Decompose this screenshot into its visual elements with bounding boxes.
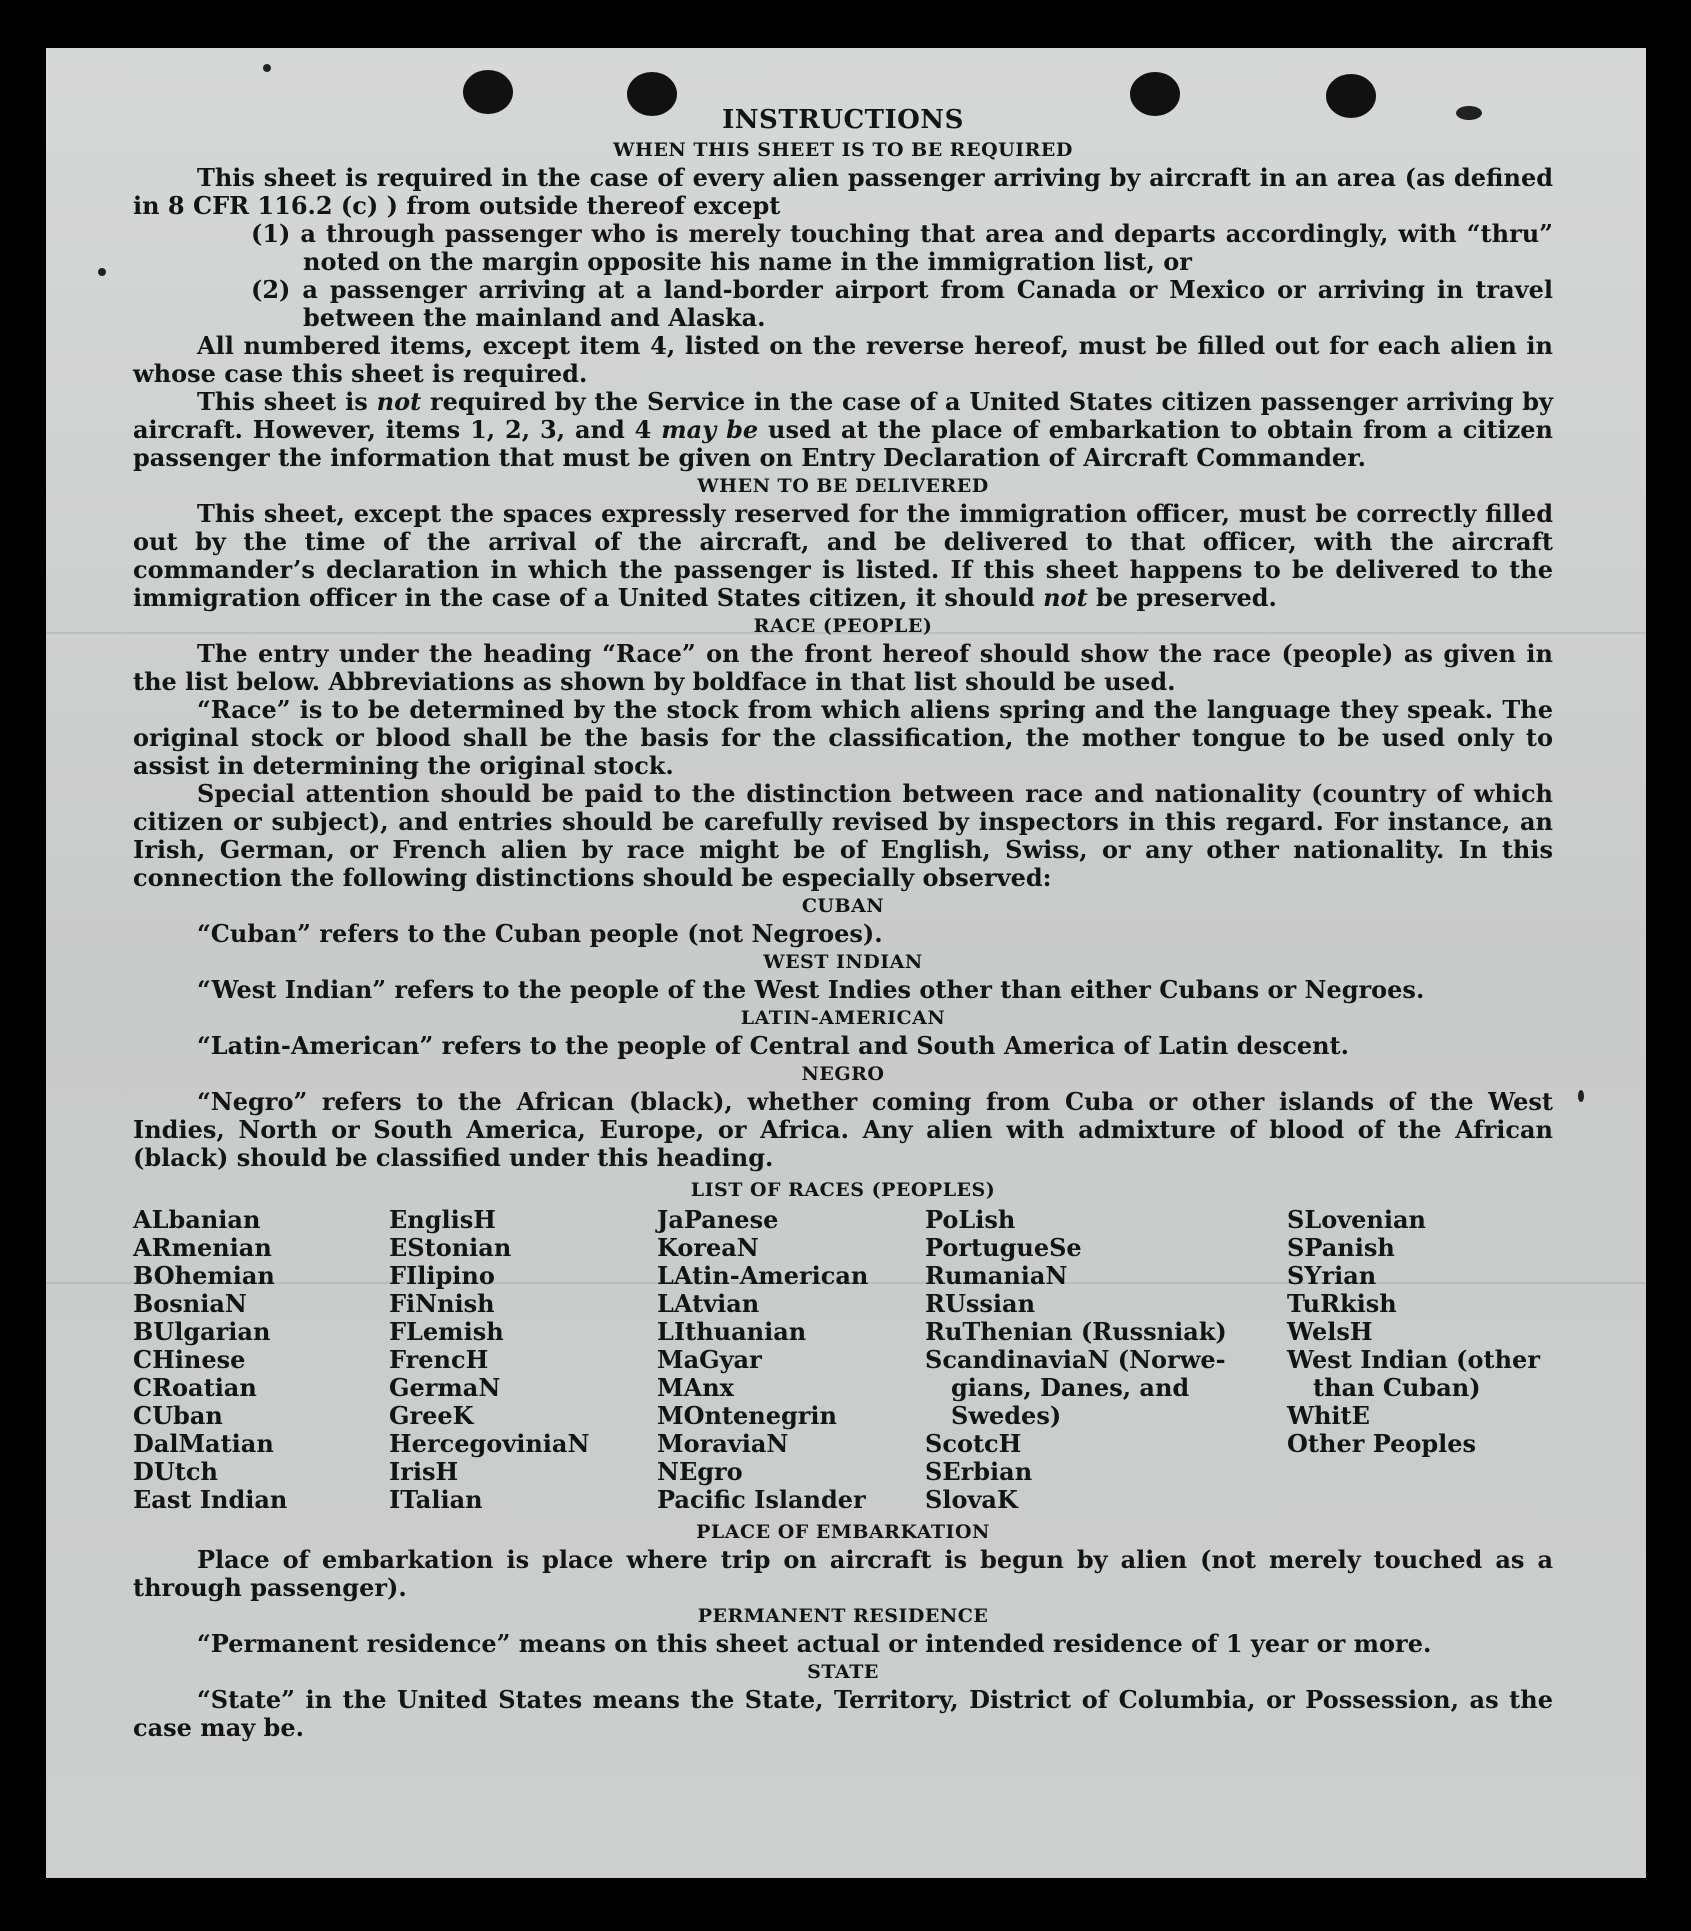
race-heading: RACE (PEOPLE) — [753, 615, 933, 637]
instructions-content — [133, 104, 1553, 1742]
race-list-item: RumaniaN — [925, 1261, 1068, 1290]
race-list-item: SLovenian — [1287, 1205, 1426, 1234]
race-list-item: TuRkish — [1287, 1289, 1397, 1318]
race-list-item: SPanish — [1287, 1233, 1395, 1262]
permanent-residence-heading: PERMANENT RESIDENCE — [697, 1605, 989, 1627]
race-list-item: Pacific Islander — [657, 1485, 866, 1514]
race-list — [133, 1206, 1553, 1518]
document-sheet — [46, 48, 1646, 1878]
state-definition: “State” in the United States means the State, Territory, District of Columbia, or Possession, as the case may be. — [133, 1685, 1553, 1742]
race-paragraph-3: Special attention should be paid to the distinction between race and nationality (country of which citizen or subject), and entries should be carefully revised by inspectors in this regard. For instance, an Irish, German, or French alien by race might be of English, Swiss, or any other nationality. In this connection the following distinctions should be especially observed: — [133, 779, 1553, 892]
when-required-paragraph: This sheet is required in the case of every alien passenger arriving by aircraft in an area (as defined in 8 CFR 116.2 (c) ) from outside thereof except — [133, 163, 1553, 220]
race-list-item: WhitE — [1287, 1401, 1370, 1430]
race-list-item: EnglisH — [389, 1205, 496, 1234]
race-list-item: CHinese — [133, 1345, 246, 1374]
race-list-item: MaGyar — [657, 1345, 762, 1374]
emphasis-not: not — [376, 387, 422, 416]
ink-speck — [263, 64, 271, 72]
state-heading: STATE — [807, 1661, 879, 1683]
west-indian-definition: “West Indian” refers to the people of the West Indies other than either Cubans or Negroes. — [197, 975, 1425, 1004]
race-list-column-4 — [925, 1206, 1227, 1514]
race-list-item: ITalian — [389, 1485, 483, 1514]
exception-item-2: (2) a passenger arriving at a land-border airport from Canada or Mexico or arriving in travel between the mainland and Alaska. — [251, 275, 1553, 332]
citizen-paragraph — [133, 388, 1553, 472]
race-list-item: RUssian — [925, 1289, 1036, 1318]
race-list-item: Swedes) — [951, 1401, 1062, 1430]
exception-item-1: (1) a through passenger who is merely touching that area and departs accordingly, with “thru” noted on the margin opposite his name in the immigration list, or — [251, 219, 1553, 276]
race-list-item: gians, Danes, and — [951, 1373, 1190, 1402]
race-list-column-5 — [1287, 1206, 1540, 1458]
race-list-item: East Indian — [133, 1485, 288, 1514]
text-run: used at the place of embarkation to obtain from a citizen passenger the information that must be given on Entry Declaration of Aircraft Commander. — [133, 415, 1554, 472]
race-list-item: BOhemian — [133, 1261, 275, 1290]
race-list-item: FrencH — [389, 1345, 489, 1374]
race-list-item: BosniaN — [133, 1289, 247, 1318]
cuban-definition: “Cuban” refers to the Cuban people (not Negroes). — [197, 919, 883, 948]
race-list-item: MoraviaN — [657, 1429, 789, 1458]
race-list-item: EStonian — [389, 1233, 512, 1262]
race-list-item: FIlipino — [389, 1261, 495, 1290]
when-delivered-paragraph — [133, 500, 1553, 612]
text-run: be preserved. — [1087, 583, 1277, 612]
latin-american-heading: LATIN-AMERICAN — [740, 1007, 946, 1029]
race-list-item: GermaN — [389, 1373, 501, 1402]
race-list-column-3 — [657, 1206, 868, 1514]
list-of-races-heading: LIST OF RACES (PEOPLES) — [690, 1179, 996, 1201]
race-list-item: KoreaN — [657, 1233, 759, 1262]
race-list-item: LAtin-American — [657, 1261, 869, 1290]
text-run: This sheet, except the spaces expressly reserved for the immigration officer, must be correctly filled out by the time of the arrival of the aircraft, and be delivered to that officer, with the aircraft commander’s declaration in which the passenger is listed. If this sheet happens to be delivered to the immigration officer in the case of a United States citizen, it should — [133, 499, 1553, 612]
race-list-item: WelsH — [1287, 1317, 1373, 1346]
race-list-item: FLemish — [389, 1317, 504, 1346]
race-list-item: GreeK — [389, 1401, 474, 1430]
emphasis-may-be: may be — [661, 415, 759, 444]
race-list-item: MAnx — [657, 1373, 734, 1402]
when-delivered-heading: WHEN TO BE DELIVERED — [697, 475, 989, 497]
when-required-heading: WHEN THIS SHEET IS TO BE REQUIRED — [613, 139, 1073, 161]
west-indian-heading: WEST INDIAN — [763, 951, 923, 973]
race-list-item: SYrian — [1287, 1261, 1377, 1290]
race-list-item: JaPanese — [657, 1205, 779, 1234]
race-paragraph-1: The entry under the heading “Race” on the front hereof should show the race (people) as given in the list below. Abbreviations as shown by boldface in that list should be used. — [133, 639, 1553, 696]
numbered-items-paragraph: All numbered items, except item 4, listed on the reverse hereof, must be filled out for each alien in whose case this sheet is required. — [133, 331, 1553, 388]
race-list-item: CRoatian — [133, 1373, 257, 1402]
text-run: required by the Service in the case of a United States citizen passenger arriving by aircraft. However, items 1, 2, 3, and 4 — [133, 387, 1553, 444]
race-list-item: PortugueSe — [925, 1233, 1082, 1262]
ink-speck — [98, 268, 106, 276]
race-list-item: West Indian (other — [1287, 1345, 1540, 1374]
instructions-title: INSTRUCTIONS — [722, 105, 964, 135]
race-list-item: MOntenegrin — [657, 1401, 837, 1430]
race-list-item: CUban — [133, 1401, 223, 1430]
embarkation-definition: Place of embarkation is place where trip on aircraft is begun by alien (not merely touched as a through passenger). — [133, 1545, 1553, 1602]
negro-definition: “Negro” refers to the African (black), whether coming from Cuba or other islands of the West Indies, North or South America, Europe, or Africa. Any alien with admixture of blood of the African (black) should be classified under this heading. — [133, 1087, 1553, 1172]
race-list-item: ALbanian — [133, 1205, 261, 1234]
latin-american-definition: “Latin-American” refers to the people of Central and South America of Latin descent. — [197, 1031, 1349, 1060]
race-list-item: Other Peoples — [1287, 1429, 1477, 1458]
permanent-residence-definition: “Permanent residence” means on this sheet actual or intended residence of 1 year or more. — [197, 1629, 1432, 1658]
race-list-item: ScandinaviaN (Norwe- — [925, 1345, 1226, 1374]
race-list-column-1 — [133, 1206, 287, 1514]
race-list-item: PoLish — [925, 1205, 1016, 1234]
race-list-item: SlovaK — [925, 1485, 1018, 1514]
text-run: This sheet is — [197, 387, 377, 416]
race-list-item: DalMatian — [133, 1429, 274, 1458]
race-list-item: ScotcH — [925, 1429, 1022, 1458]
emphasis-not: not — [1043, 583, 1088, 612]
ink-speck — [1578, 1090, 1584, 1102]
race-list-item: than Cuban) — [1313, 1373, 1481, 1402]
race-list-item: BUlgarian — [133, 1317, 271, 1346]
race-list-item: LIthuanian — [657, 1317, 807, 1346]
race-list-item: ARmenian — [133, 1233, 272, 1262]
race-list-item: LAtvian — [657, 1289, 760, 1318]
race-list-item: DUtch — [133, 1457, 218, 1486]
embarkation-heading: PLACE OF EMBARKATION — [696, 1521, 990, 1543]
race-list-item: SErbian — [925, 1457, 1033, 1486]
negro-heading: NEGRO — [801, 1063, 885, 1085]
race-list-column-2 — [389, 1206, 589, 1514]
race-list-item: RuThenian (Russniak) — [925, 1317, 1227, 1346]
race-list-item: IrisH — [389, 1457, 459, 1486]
cuban-heading: CUBAN — [801, 895, 885, 917]
race-list-item: FiNnish — [389, 1289, 495, 1318]
race-list-item: NEgro — [657, 1457, 743, 1486]
race-paragraph-2: “Race” is to be determined by the stock from which aliens spring and the language they speak. The original stock or blood shall be the basis for the classification, the mother tongue to be used only to assist in determining the original stock. — [133, 695, 1553, 780]
race-list-item: HercegoviniaN — [389, 1429, 590, 1458]
